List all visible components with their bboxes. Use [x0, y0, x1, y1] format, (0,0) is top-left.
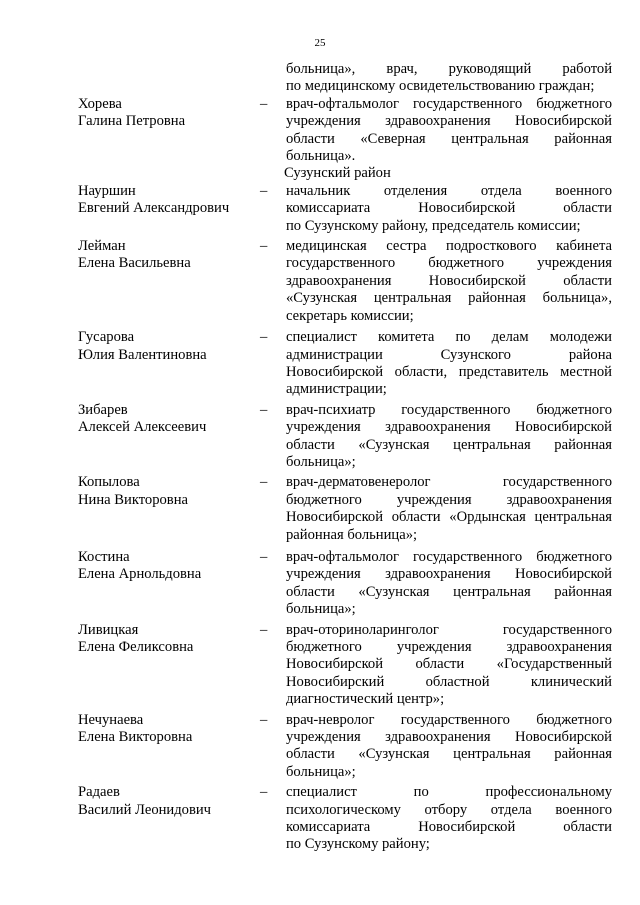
description-line: по Сузунскому району; [286, 836, 430, 853]
description-line: врач-дерматовенеролог государственного [286, 474, 612, 491]
description-line: районная больница»; [286, 526, 418, 543]
description-line: начальник отделения отдела военного [286, 182, 612, 199]
description-line: администрации; [286, 381, 387, 398]
member-entry [78, 549, 612, 619]
member-surname: Лейман [78, 238, 126, 255]
member-list [78, 183, 612, 854]
member-name [78, 238, 258, 325]
member-entry [78, 784, 612, 854]
member-given-names: Юлия Валентиновна [78, 346, 207, 363]
description-line: здравоохранения Новосибирской области [286, 272, 612, 289]
description-line: учреждения здравоохранения Новосибирской [286, 566, 612, 583]
description-line: специалист по профессиональному [286, 784, 612, 801]
entry-description [286, 712, 612, 782]
member-surname: Радаев [78, 784, 120, 801]
member-given-names: Алексей Алексеевич [78, 419, 207, 436]
continuation-entry [78, 61, 612, 96]
member-surname: Копылова [78, 474, 140, 491]
description-line: Новосибирской области «Ордынская центральная [286, 509, 612, 526]
member-given-names: Елена Васильевна [78, 255, 191, 272]
page-number: 25 [314, 37, 326, 49]
entry-description [286, 238, 612, 325]
description-line: администрации Сузунского района [286, 346, 612, 363]
description-line: области «Сузунская центральная районная [286, 436, 612, 453]
entry-description [286, 329, 612, 399]
member-name [78, 96, 258, 166]
member-given-names: Василий Леонидович [78, 801, 212, 818]
description-line: врач-психиатр государственного бюджетного [286, 401, 612, 418]
description-line: больница»; [286, 453, 356, 470]
description-line: области «Сузунская центральная районная [286, 746, 612, 763]
description-line: медицинская сестра подросткового кабинета [286, 238, 612, 255]
member-name [78, 712, 258, 782]
member-entry [78, 96, 612, 166]
description-line: секретарь комиссии; [286, 307, 414, 324]
member-surname: Зибарев [78, 401, 128, 418]
section-title: Сузунский район [284, 165, 391, 182]
description-line: учреждения здравоохранения Новосибирской [286, 113, 612, 130]
description-line: Новосибирской области, представитель местной [286, 363, 612, 380]
description-line: психологическому отбору отдела военного [286, 801, 612, 818]
dash: – [260, 401, 268, 418]
member-entry [78, 329, 612, 399]
description-line: учреждения здравоохранения Новосибирской [286, 419, 612, 436]
description-line: Новосибирской области «Государственный [286, 656, 612, 673]
member-name [78, 784, 258, 854]
description-line: бюджетного учреждения здравоохранения [286, 639, 612, 655]
dash: – [260, 238, 268, 255]
entry-description [286, 784, 612, 854]
entry-description [286, 96, 612, 166]
member-given-names: Евгений Александрович [78, 200, 230, 217]
dash: – [260, 548, 268, 565]
description-line: бюджетного учреждения здравоохранения [286, 491, 612, 508]
member-name [78, 474, 258, 544]
dash: – [260, 95, 268, 112]
member-surname: Науршин [78, 182, 136, 199]
member-surname: Ливицкая [78, 621, 139, 638]
dash: – [260, 621, 268, 638]
member-surname: Гусарова [78, 329, 135, 346]
entry-description [286, 549, 612, 619]
description-line: диагностический центр»; [286, 691, 445, 708]
member-given-names: Нина Викторовна [78, 491, 188, 508]
dash: – [260, 711, 268, 728]
description-line: области «Сузунская центральная районная [286, 583, 612, 600]
description-line: больница», врач, руководящий работой [286, 61, 612, 77]
entry-description [286, 61, 612, 96]
dash: – [260, 784, 268, 801]
description-line: больница»; [286, 763, 356, 780]
description-line: «Сузунская центральная районная больница», [286, 290, 612, 307]
member-given-names: Галина Петровна [78, 113, 186, 130]
member-entry [78, 712, 612, 782]
member-given-names: Елена Викторовна [78, 729, 193, 746]
member-name [78, 402, 258, 472]
member-entry [78, 238, 612, 325]
member-entry [78, 402, 612, 472]
member-entry [78, 474, 612, 544]
description-line: по Сузунскому району, председатель комиссии; [286, 217, 581, 234]
description-line: врач-офтальмолог государственного бюджетного [286, 548, 612, 565]
member-given-names: Елена Арнольдовна [78, 566, 202, 583]
description-line: учреждения здравоохранения Новосибирской [286, 729, 612, 746]
description-line: комиссариата Новосибирской области [286, 200, 612, 217]
member-surname: Хорева [78, 95, 122, 112]
description-line: государственного бюджетного учреждения [286, 255, 612, 272]
description-line: комиссариата Новосибирской области [286, 819, 612, 836]
description-line: больница». [286, 148, 356, 165]
description-line: врач-невролог государственного бюджетного [286, 711, 612, 728]
entry-description [286, 402, 612, 472]
member-entry [78, 622, 612, 709]
entry-description [286, 622, 612, 709]
dash: – [260, 329, 268, 346]
entry-description [286, 183, 612, 235]
member-name [78, 183, 258, 235]
entry-description [286, 474, 612, 544]
description-line: врач-оториноларинголог государственного [286, 621, 612, 638]
description-line: области «Северная центральная районная [286, 130, 612, 147]
member-name [78, 329, 258, 399]
description-line: по медицинскому освидетельствованию граждан; [286, 78, 595, 95]
member-entry [78, 183, 612, 235]
member-name [78, 622, 258, 709]
description-line: Новосибирский областной клинический [286, 673, 612, 690]
description-line: больница»; [286, 601, 356, 618]
member-surname: Нечунаева [78, 711, 144, 728]
member-given-names: Елена Феликсовна [78, 639, 194, 655]
description-line: врач-офтальмолог государственного бюджетного [286, 95, 612, 112]
dash: – [260, 182, 268, 199]
member-name [78, 549, 258, 619]
document-body [78, 61, 612, 854]
dash: – [260, 474, 268, 491]
member-surname: Костина [78, 548, 130, 565]
description-line: специалист комитета по делам молодежи [286, 329, 612, 346]
